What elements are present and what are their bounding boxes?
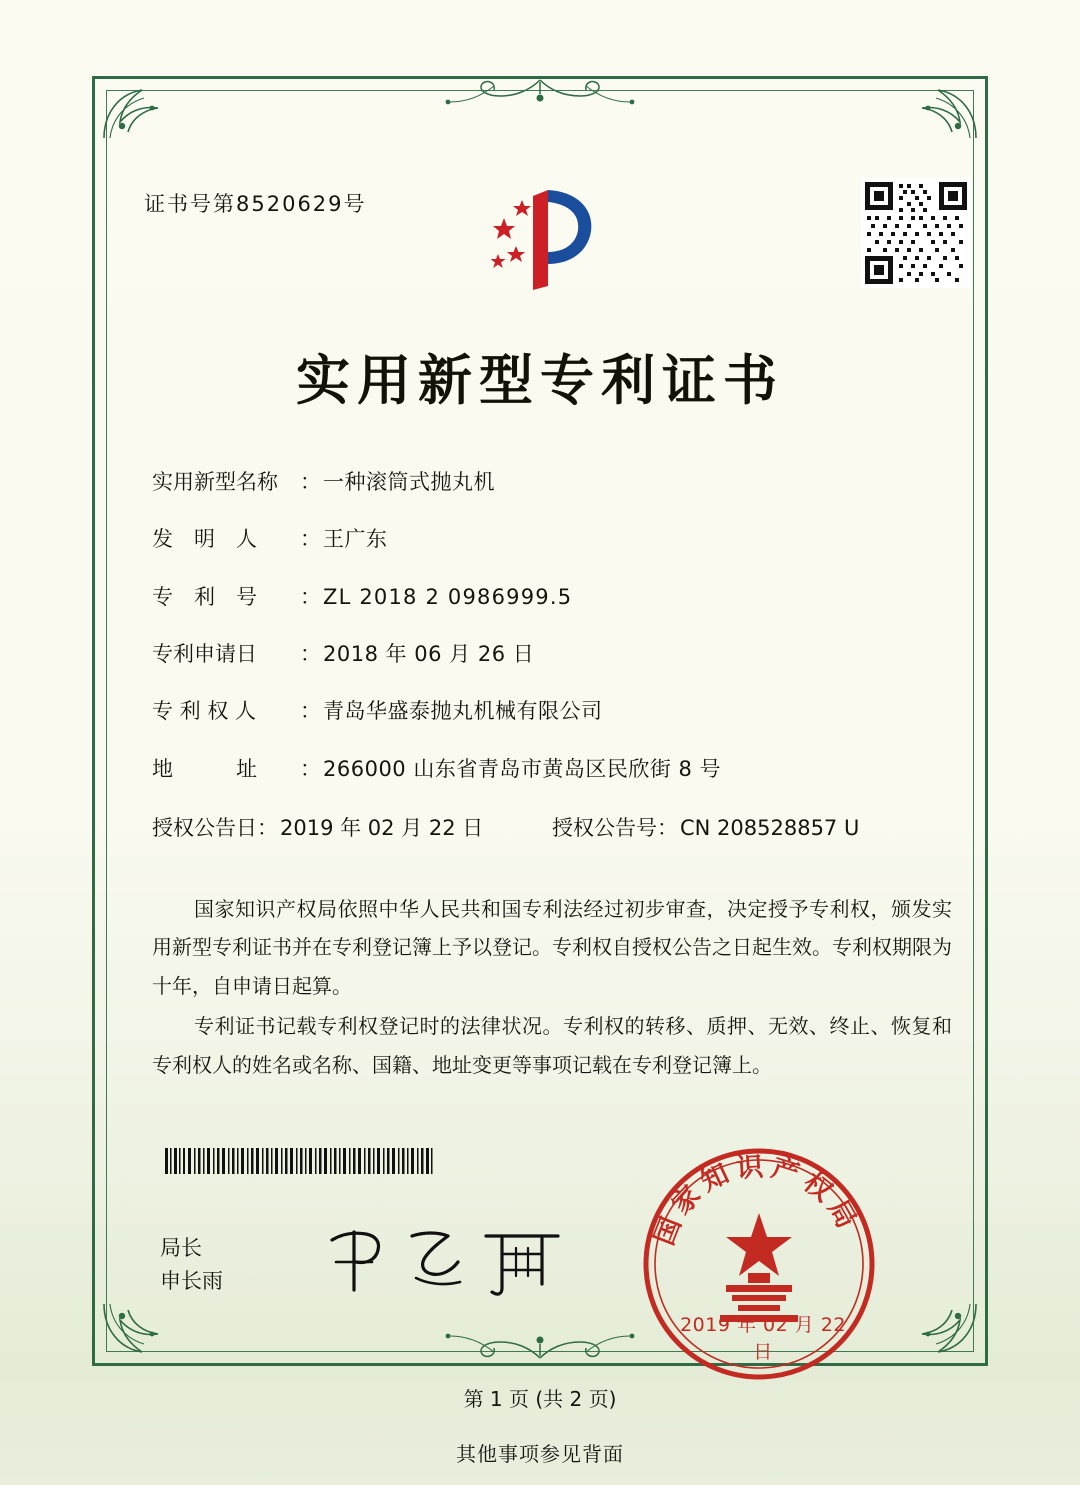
top-center-flourish-icon (390, 72, 690, 118)
field-sep-patent-no: ： (300, 584, 321, 609)
handwritten-signature (320, 1218, 570, 1304)
qr-code (861, 178, 971, 288)
field-row-address (152, 755, 952, 783)
field-value-application-date: 2018 年 06 月 26 日 (323, 642, 535, 667)
field-sep-address: ： (300, 756, 321, 781)
field-value-address: 266000 山东省青岛市黄岛区民欣街 8 号 (323, 756, 722, 781)
field-row-patent-no (152, 583, 952, 611)
field-sep-grant-no: ： (657, 816, 678, 841)
signature-title: 局长 (160, 1236, 202, 1260)
svg-text:国家知识产权局: 国家知识产权局 (648, 1151, 865, 1250)
field-value-patent-no: ZL 2018 2 0986999.5 (323, 584, 573, 609)
field-label-patentee: 专 利 权 人 (152, 699, 257, 724)
field-label-name: 实用新型名称 (152, 470, 278, 494)
field-row-application-date (152, 640, 952, 668)
field-value-grant-date: 2019 年 02 月 22 日 (280, 816, 484, 841)
field-sep-name: ： (300, 470, 321, 494)
field-value-name: 一种滚筒式抛丸机 (323, 470, 495, 494)
field-sep-inventor: ： (300, 527, 321, 552)
signature-block (160, 1232, 223, 1297)
field-row-patentee (152, 697, 952, 725)
field-row-inventor (152, 525, 952, 553)
field-row-name (152, 468, 952, 496)
certificate-fields (152, 468, 952, 871)
legal-paragraph-1: 国家知识产权局依照中华人民共和国专利法经过初步审查，决定授予专利权，颁发实用新型专利证书并在专利登记簿上予以登记。专利权自授权公告之日起生效。专利权期限为十年，自申请日起算。 (152, 897, 952, 998)
page-number: 第 1 页 (共 2 页) (463, 1387, 617, 1411)
seal-date: 2019 年 02 月 22 日 (680, 1314, 846, 1363)
field-sep-patentee: ： (300, 699, 321, 724)
field-label-grant-no: 授权公告号 (552, 816, 657, 841)
signature-name: 申长雨 (160, 1268, 223, 1293)
field-label-application-date: 专利申请日 (152, 642, 257, 667)
legal-text-block (152, 890, 952, 1086)
field-value-patentee: 青岛华盛泰抛丸机械有限公司 (323, 699, 603, 724)
field-label-inventor: 发 明 人 (152, 527, 257, 552)
legal-paragraph-2: 专利证书记载专利权登记时的法律状况。专利权的转移、质押、无效、终止、恢复和专利权人的姓名或名称、国籍、地址变更等事项记载在专利登记簿上。 (152, 1014, 952, 1077)
field-row-grant (152, 812, 952, 842)
field-label-patent-no: 专 利 号 (152, 584, 257, 609)
field-label-grant-date: 授权公告日 (152, 816, 257, 841)
field-value-inventor: 王广东 (323, 527, 388, 552)
field-label-address: 地 址 (152, 756, 257, 781)
field-sep-grant-date: ： (257, 816, 278, 841)
back-side-note: 其他事项参见背面 (456, 1442, 624, 1466)
cnipa-logo-icon (478, 178, 608, 303)
page-title: 实用新型专利证书 (296, 349, 784, 412)
field-sep-application-date: ： (300, 642, 321, 667)
field-value-grant-no: CN 208528857 U (680, 816, 860, 841)
barcode (165, 1148, 435, 1174)
certificate-number: 证书号第8520629号 (144, 192, 367, 216)
